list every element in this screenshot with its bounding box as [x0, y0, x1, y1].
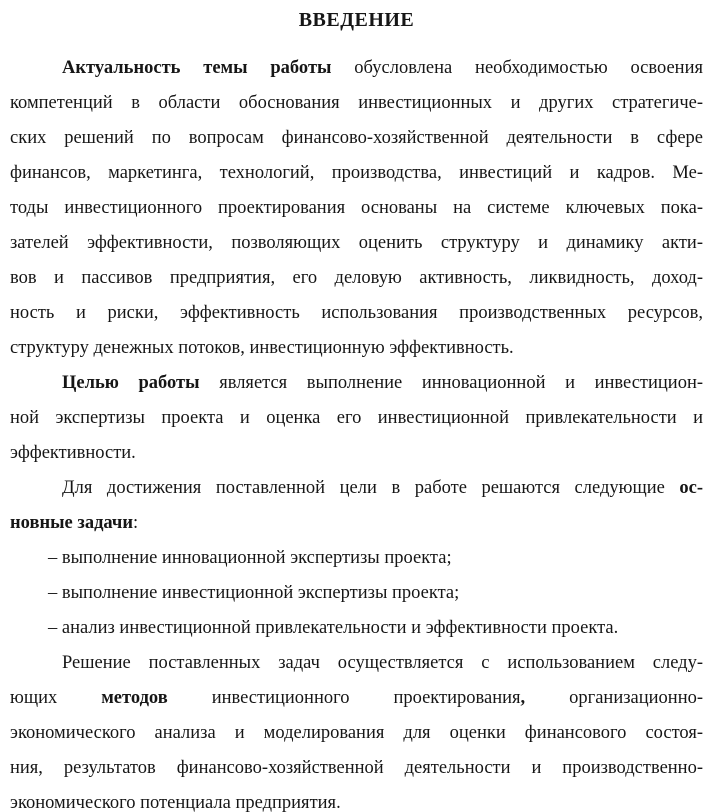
bold-text-segment: ос- — [679, 478, 703, 498]
text-segment: Решение поставленных задач осуществляется с использованием следу- — [62, 653, 703, 673]
text-segment: организационно- — [525, 688, 704, 708]
text-line — [10, 401, 703, 436]
text-line — [10, 121, 703, 156]
text-segment: эффективности. — [10, 443, 136, 463]
text-segment: экономического потенциала предприятия. — [10, 793, 341, 812]
list-item-line — [10, 541, 703, 576]
text-segment: структуру денежных потоков, инвестиционную эффективность. — [10, 338, 514, 358]
text-segment: ность и риски, эффективность использования производственных ресурсов, — [10, 303, 703, 323]
text-segment: ния, результатов финансово-хозяйственной деятельности и производственно- — [10, 758, 703, 778]
text-segment: является выполнение инновационной и инвестицион- — [199, 373, 704, 393]
list-item-line — [10, 576, 703, 611]
text-line — [10, 156, 703, 191]
text-segment: инвестиционного проектирования — [167, 688, 521, 708]
text-line — [10, 191, 703, 226]
text-line — [10, 786, 703, 812]
text-segment: вов и пассивов предприятия, его деловую активность, ликвидность, доход- — [10, 268, 703, 288]
text-line — [10, 226, 703, 261]
bold-text-segment: , — [520, 688, 526, 708]
text-segment: финансов, маркетинга, технологий, производства, инвестиций и кадров. Ме- — [10, 163, 703, 183]
bold-text-segment: Целью работы — [62, 373, 200, 393]
document-body — [10, 51, 703, 812]
bold-text-segment: Актуальность темы работы — [62, 58, 332, 78]
document-title: ВВЕДЕНИЕ — [298, 9, 415, 31]
text-segment: тоды инвестиционного проектирования основаны на системе ключевых пока- — [10, 198, 703, 218]
text-line — [10, 86, 703, 121]
text-segment: Для достижения поставленной цели в работе решаются следующие — [62, 478, 680, 498]
text-line — [10, 471, 703, 506]
text-segment: ной экспертизы проекта и оценка его инвестиционной привлекательности и — [10, 408, 703, 428]
text-segment: ющих — [10, 688, 102, 708]
text-line — [10, 646, 703, 681]
text-segment: ских решений по вопросам финансово-хозяйственной деятельности в сфере — [10, 128, 703, 148]
text-line — [10, 716, 703, 751]
text-line — [10, 751, 703, 786]
text-segment: – анализ инвестиционной привлекательности и эффективности проекта. — [48, 618, 619, 638]
text-segment: – выполнение инновационной экспертизы проекта; — [48, 548, 452, 568]
text-segment: зателей эффективности, позволяющих оценить структуру и динамику акти- — [10, 233, 703, 253]
text-line — [10, 366, 703, 401]
text-segment: – выполнение инвестиционной экспертизы проекта; — [48, 583, 460, 603]
text-line — [10, 331, 703, 366]
list-item-line — [10, 611, 703, 646]
bold-text-segment: новные задачи — [10, 513, 134, 533]
text-line — [10, 506, 703, 541]
text-segment: экономического анализа и моделирования для оценки финансового состоя- — [10, 723, 703, 743]
text-segment: обусловлена необходимостью освоения — [331, 58, 703, 78]
text-line — [10, 296, 703, 331]
text-line — [10, 51, 703, 86]
bold-text-segment: методов — [101, 688, 168, 708]
text-segment: : — [133, 513, 139, 533]
text-line — [10, 681, 703, 716]
text-line — [10, 436, 703, 471]
text-line — [10, 261, 703, 296]
text-segment: компетенций в области обоснования инвестиционных и других стратегиче- — [10, 93, 703, 113]
